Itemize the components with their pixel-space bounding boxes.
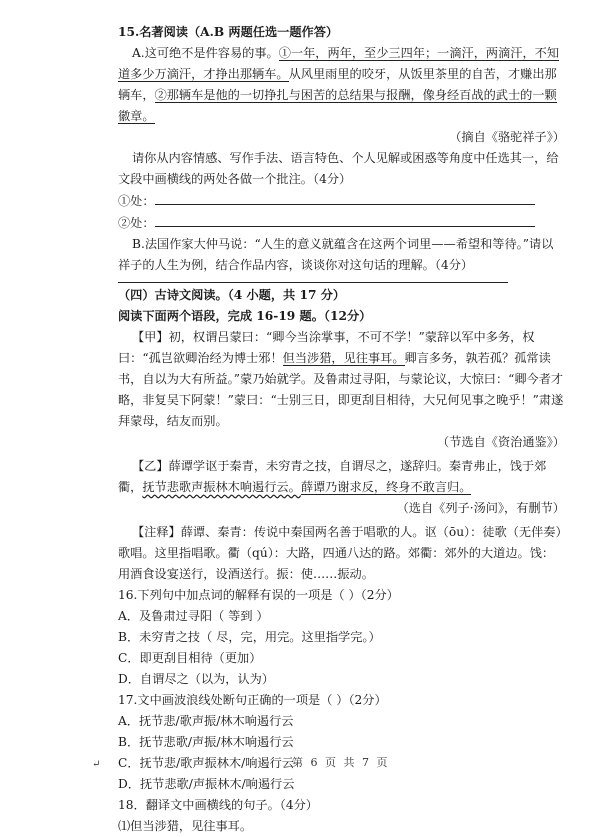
q15-a-mid: 从风里雨里的咬牙，从饭里茶里的自苦，才赚出那辆车， (118, 67, 557, 102)
q17-option-c: C．抚节悲/歌声振林木/响遏行云 (118, 756, 294, 770)
passage-b (118, 456, 565, 498)
passage-b-underlined: 薛谭乃谢求反，终身不敢言归。 (300, 480, 472, 494)
q15-blank-2-label: ②处： (118, 216, 155, 230)
passage-b-wavy: 抚节悲歌声振林木响遏行云。 (142, 480, 301, 494)
passage-b-source: （选自《列子·汤问》，有删节） (396, 501, 565, 515)
passage-b-text-1: 薛谭学讴于秦青，未穷青之技，自谓尽之，遂辞归。秦青弗止，饯于郊衢， (118, 459, 547, 494)
q17-option-b: B．抚节悲歌/声振/林木响遏行云 (118, 735, 294, 749)
q15-blank-2 (118, 212, 565, 234)
return-mark: ↵ (92, 759, 101, 770)
q15-title: 15.名著阅读（A.B 两题任选一题作答） (118, 25, 339, 39)
passage-a (118, 327, 565, 432)
q17-stem: 17.文中画波浪线处断句正确的一项是（ ）（2分） (118, 693, 387, 707)
q16-stem: 16.下列句中加点词的解释有误的一项是（ ）（2分） (118, 588, 399, 602)
passage-a-label: 【甲】 (132, 330, 169, 344)
passage-a-text-2: 卿言多务，孰若孤？孤常读书，自以为大有所益。”蒙乃始就学。及鲁肃过寻阳，与蒙论议，大惊曰：“卿今者才略，非复吴下阿蒙！”蒙曰：“士别三日，即更刮目相待，大兄何见事之晚乎！”肃遂拜蒙母，结友而别。 (118, 351, 564, 428)
q15-blank-2-line[interactable] (155, 212, 535, 227)
notes-text: 薛谭、秦青：传说中秦国两名善于唱歌的人。讴（ōu）：徒歌（无伴奏）歌唱。这里指唱歌。衢（qú）：大路，四通八达的路。郊衢：郊外的大道边。饯：用酒食设宴送行，设酒送行。振：使……振动。 (118, 525, 562, 581)
q15-a-instruction: 请你从内容情感、写作手法、语言特色、个人见解或困惑等角度中任选其一，给文段中画横线的两处各做一个批注。（4分） (118, 151, 559, 186)
q18-stem: 18．翻译文中画横线的句子。（4分） (118, 798, 318, 812)
q15-b-text: B.法国作家大仲马说：“人生的意义就蕴含在这两个词里——希望和等待。”请以祥子的人生为例，结合作品内容，谈谈你对这句话的理解。（4分） (118, 237, 554, 272)
passage-a-source: （节选自《资治通鉴》） (437, 435, 565, 449)
notes (118, 522, 565, 585)
q16-option-b: B．未穷青之技（ 尽，完，用完。这里指学完。） (118, 630, 381, 644)
q15-blank-1-label: ①处： (118, 194, 155, 208)
q15-a-underlined-1: ①一年，两年，至少三四年；一滴汗，两滴汗，不知道多少万滴汗，才挣出那辆车。 (118, 46, 560, 81)
q15-a-underlined-2: ②那辆车是他的一切挣扎与困苦的总结果与报酬，像身经百战的武士的一颗徽章。 (118, 88, 557, 123)
section4-subtitle: 阅读下面两个语段，完成 16-19 题。（12分） (118, 309, 372, 323)
q15-blank-1-line[interactable] (155, 190, 535, 205)
q16-option-c: C．即更刮目相待（更加） (118, 651, 262, 665)
q18-item-1: ⑴但当涉猎，见往事耳。 (118, 819, 253, 833)
q15-a-source: （摘自《骆驼祥子》） (449, 130, 565, 144)
q17-option-d: D．抚节悲歌/声振林木/响遏行云 (118, 777, 295, 791)
q15-blank-1 (118, 190, 565, 212)
q16-option-d: D．自谓尽之（以为，认为） (118, 672, 275, 686)
passage-b-label: 【乙】 (132, 459, 169, 473)
section4-title: （四）古诗文阅读。（4 小题，共 17 分） (118, 288, 346, 302)
q17-option-a: A．抚节悲/歌声振/林木响遏行云 (118, 714, 294, 728)
q16-option-a: A．及鲁肃过寻阳（ 等到 ） (118, 609, 269, 623)
section-divider (118, 282, 508, 283)
passage-a-underlined: 但当涉猎，见往事耳。 (282, 351, 405, 365)
passage-a-text-1: 初，权谓吕蒙曰：“卿今当涂掌事，不可不学！”蒙辞以军中多务，权曰：“孤岂欲卿治经为博士邪！ (118, 330, 535, 365)
q15-a-prefix: A.这可绝不是件容易的事。 (132, 46, 279, 60)
page-footer: 第 6 页 共 7 页 (292, 756, 390, 769)
notes-label: 【注释】 (132, 525, 181, 539)
q15-a-passage (118, 43, 565, 127)
